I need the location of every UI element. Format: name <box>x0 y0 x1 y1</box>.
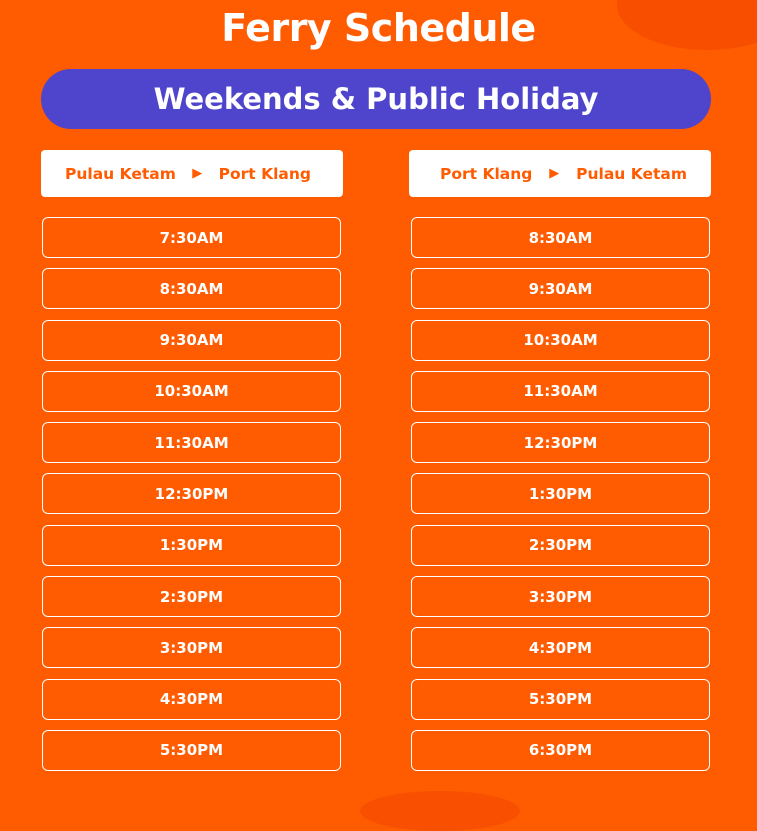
route-origin: Port Klang <box>440 164 533 183</box>
time-slot: 7:30AM <box>42 217 341 258</box>
decorative-blob <box>360 791 520 831</box>
route-header-pulau-ketam-to-port-klang <box>41 150 343 197</box>
time-slot: 2:30PM <box>411 525 710 566</box>
route-header-port-klang-to-pulau-ketam <box>409 150 711 197</box>
time-slot: 11:30AM <box>42 422 341 463</box>
time-slot: 1:30PM <box>411 473 710 514</box>
route-destination: Pulau Ketam <box>576 164 687 183</box>
play-arrow-icon: ▶ <box>192 166 203 181</box>
time-slot: 3:30PM <box>42 627 341 668</box>
departure-times-port-klang <box>411 217 710 781</box>
time-slot: 4:30PM <box>411 627 710 668</box>
schedule-banner: Weekends & Public Holiday <box>41 69 711 129</box>
page-title: Ferry Schedule <box>221 6 536 50</box>
time-slot: 8:30AM <box>42 268 341 309</box>
time-slot: 12:30PM <box>411 422 710 463</box>
time-slot: 12:30PM <box>42 473 341 514</box>
play-arrow-icon: ▶ <box>549 166 560 181</box>
time-slot: 3:30PM <box>411 576 710 617</box>
departure-times-pulau-ketam <box>42 217 341 781</box>
route-origin: Pulau Ketam <box>65 164 176 183</box>
time-slot: 2:30PM <box>42 576 341 617</box>
time-slot: 1:30PM <box>42 525 341 566</box>
time-slot: 6:30PM <box>411 730 710 771</box>
time-slot: 9:30AM <box>42 320 341 361</box>
time-slot: 11:30AM <box>411 371 710 412</box>
time-slot: 4:30PM <box>42 679 341 720</box>
time-slot: 10:30AM <box>42 371 341 412</box>
route-destination: Port Klang <box>218 164 311 183</box>
time-slot: 5:30PM <box>411 679 710 720</box>
time-slot: 10:30AM <box>411 320 710 361</box>
time-slot: 9:30AM <box>411 268 710 309</box>
time-slot: 5:30PM <box>42 730 341 771</box>
time-slot: 8:30AM <box>411 217 710 258</box>
